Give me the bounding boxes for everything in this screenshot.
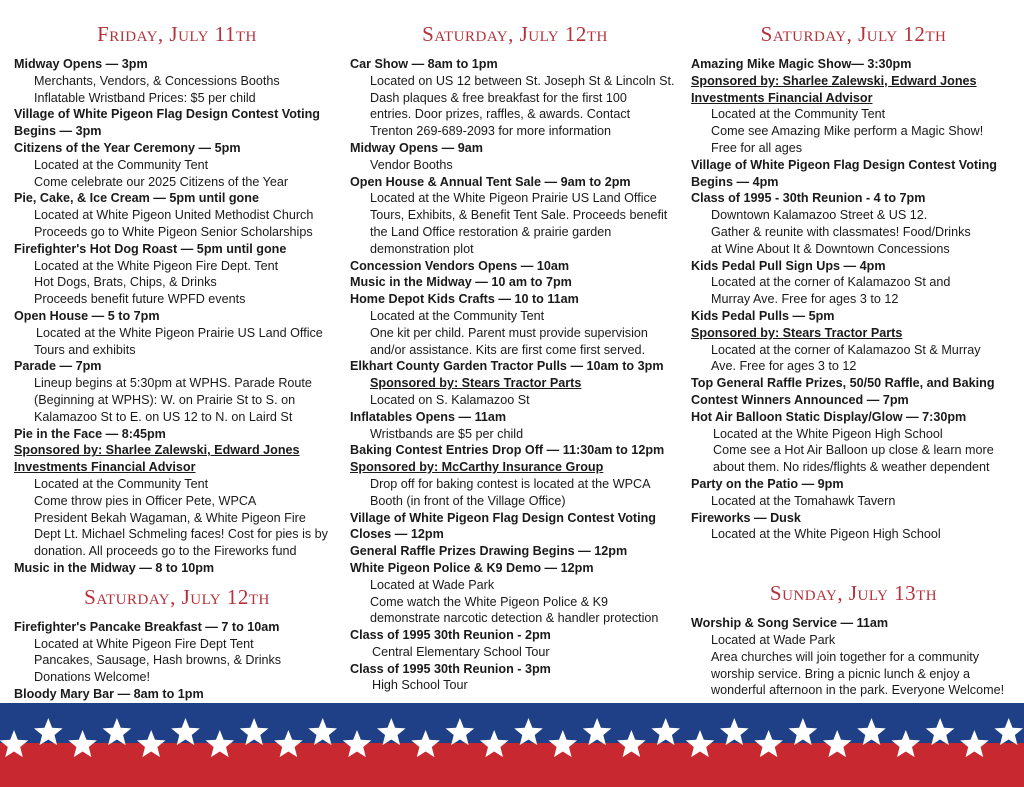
event-title: Midway Opens — 3pm [14,57,148,71]
event-title: Kids Pedal Pulls — 5pm [691,308,835,323]
event-detail: Proceeds go to White Pigeon Senior Scholarships [34,224,313,239]
event-title: Parade — 7pm [14,359,102,374]
event-title: Worship & Song Service — 11am [691,616,889,631]
sponsor-line: Sponsored by: Stears Tractor Parts [691,325,903,340]
sponsor-line: Sponsored by: Sharlee Zalewski, Edward Jones [14,443,300,458]
event-detail: Located at the Community Tent [34,476,209,491]
event-title: Begins — 4pm [691,174,779,189]
sponsor-line: Sponsored by: Stears Tractor Parts [370,376,582,391]
event-title: Pie in the Face — 8:45pm [14,426,166,441]
event-detail: Located at the White Pigeon High School [713,426,943,441]
event-detail: Trenton 269-689-2093 for more information [370,124,612,139]
event-detail: Kalamazoo St to E. on US 12 to N. on Laird St [34,409,293,424]
event-title: Hot Air Balloon Static Display/Glow — 7:30pm [691,409,967,424]
event-detail: Come celebrate our 2025 Citizens of the Year [34,174,289,189]
event-detail: President Bekah Wagaman, & White Pigeon Fire [34,510,306,525]
day-heading: Saturday, July 12th [422,22,608,46]
event-detail: Dept Lt. Michael Schmeling faces! Cost for pies is by [34,527,328,542]
event-title: Music in the Midway — 10 am to 7pm [350,275,572,290]
event-detail: Located at the White Pigeon High School [711,527,941,542]
event-detail: Tours and exhibits [34,342,136,357]
event-detail: demonstration plot [370,241,474,256]
day-heading: Saturday, July 12th [760,22,947,46]
event-detail: Located at the White Pigeon Prairie US Land Office [36,325,323,340]
event-detail: Located at the Community Tent [370,308,545,323]
event-title: Concession Vendors Opens — 10am [350,258,570,273]
event-detail: Gather & reunite with classmates! Food/Drinks [711,224,971,239]
event-detail: One kit per child. Parent must provide supervision [370,325,648,340]
event-detail: about them. No rides/flights & weather dependent [713,460,990,475]
event-detail: the Land Office restoration & prairie garden [370,224,612,239]
event-title: Open House & Annual Tent Sale — 9am to 2pm [350,174,631,189]
event-detail: Located at the Community Tent [711,107,886,122]
event-detail: Located at White Pigeon Fire Dept Tent [34,636,254,651]
event-title: Midway Opens — 9am [350,140,483,155]
event-detail: Dash plaques & free breakfast for the first 100 [370,90,627,105]
event-detail: Come see a Hot Air Balloon up close & learn more [713,443,994,458]
day-heading: Friday, July 11th [97,22,257,46]
event-detail: Located at the Tomahawk Tavern [711,493,896,508]
event-detail: Tours, Exhibits, & Benefit Tent Sale. Proceeds benefit [370,208,668,223]
event-detail: entries. Door prizes, raffles, & awards. Contact [370,107,631,122]
event-detail: Located at the corner of Kalamazoo St & Murray [711,342,981,357]
event-detail: Booth (in front of the Village Office) [370,493,566,508]
column-friday [14,14,340,719]
event-detail: Central Elementary School Tour [372,644,550,659]
sponsor-line: Investments Financial Advisor [14,460,196,475]
event-title: Class of 1995 30th Reunion - 2pm [350,628,551,643]
event-detail: Downtown Kalamazoo Street & US 12. [711,208,928,223]
event-detail: (Beginning at WPHS): W. on Prairie St to S. on [34,392,296,407]
event-detail: donation. All proceeds go to the Fireworks fund [34,544,297,559]
event-title: Car Show — 8am to 1pm [350,57,498,71]
event-title: Begins — 3pm [14,124,102,139]
event-detail: Lineup begins at 5:30pm at WPHS. Parade Route [34,376,312,391]
event-title: Closes — 12pm [350,527,444,542]
day-heading: Sunday, July 13th [769,581,938,606]
event-detail: High School Tour [372,678,468,693]
sponsor-line: Sponsored by: McCarthy Insurance Group [350,460,604,475]
sponsor-line: Investments Financial Advisor [691,90,873,105]
event-detail: Drop off for baking contest is located at the WPCA [370,476,651,491]
event-detail: wonderful afternoon in the park. Everyone Welcome! [711,683,1005,698]
event-detail: worship service. Bring a picnic lunch & enjoy a [711,666,970,681]
event-detail: Located on US 12 between St. Joseph St & Lincoln St. [370,73,675,88]
event-title: White Pigeon Police & K9 Demo — 12pm [350,560,594,575]
event-title: Amazing Mike Magic Show— 3:30pm [691,57,912,71]
event-title: Citizens of the Year Ceremony — 5pm [14,140,241,155]
event-detail: Come throw pies in Officer Pete, WPCA [34,493,257,508]
event-detail: Vendor Booths [370,157,453,172]
sponsor-line: Sponsored by: Sharlee Zalewski, Edward Jones [691,73,977,88]
event-detail: Merchants, Vendors, & Concessions Booths [34,73,280,88]
event-detail: Inflatable Wristband Prices: $5 per child [34,90,256,105]
event-title: Baking Contest Entries Drop Off — 11:30am to 12pm [350,443,665,458]
event-title: Village of White Pigeon Flag Design Contest Voting [14,107,320,122]
event-detail: Located at the White Pigeon Prairie US Land Office [370,191,657,206]
event-detail: and/or assistance. Kits are first come first served. [370,342,646,357]
event-title: Open House — 5 to 7pm [14,308,160,323]
event-detail: at Wine About It & Downtown Concessions [711,241,950,256]
event-title: Elkhart County Garden Tractor Pulls — 10am to 3pm [350,359,664,374]
event-detail: Located at the corner of Kalamazoo St and [711,275,951,290]
event-detail: Proceeds benefit future WPFD events [34,292,246,307]
event-title: Contest Winners Announced — 7pm [691,392,909,407]
event-title: Inflatables Opens — 11am [350,409,507,424]
event-title: Top General Raffle Prizes, 50/50 Raffle, and Baking [691,376,995,391]
event-title: Class of 1995 30th Reunion - 3pm [350,661,551,676]
event-detail: demonstrate narcotic detection & handler protection [370,611,659,626]
event-title: Firefighter's Hot Dog Roast — 5pm until gone [14,241,287,256]
event-detail: Wristbands are $5 per child [370,426,524,441]
stars-banner [0,703,1024,787]
event-title: Village of White Pigeon Flag Design Contest Voting [691,157,997,172]
event-detail: Located at White Pigeon United Methodist Church [34,208,314,223]
event-detail: Come see Amazing Mike perform a Magic Show! [711,124,984,139]
event-detail: Hot Dogs, Brats, Chips, & Drinks [34,275,217,290]
event-detail: Donations Welcome! [34,670,150,685]
column-saturday-b [691,14,1016,699]
event-title: Firefighter's Pancake Breakfast — 7 to 10am [14,619,280,634]
event-title: Home Depot Kids Crafts — 10 to 11am [350,292,579,307]
event-title: Bloody Mary Bar — 8am to 1pm [14,686,204,701]
event-detail: Ave. Free for ages 3 to 12 [711,359,857,374]
event-detail: Come watch the White Pigeon Police & K9 [370,594,609,609]
event-detail: Murray Ave. Free for ages 3 to 12 [711,292,899,307]
event-detail: Area churches will join together for a community [711,649,980,664]
event-title: Fireworks — Dusk [691,510,801,525]
day-heading: Saturday, July 12th [84,584,270,609]
event-detail: Pancakes, Sausage, Hash browns, & Drinks [34,653,282,668]
event-title: Village of White Pigeon Flag Design Contest Voting [350,510,656,525]
event-title: Party on the Patio — 9pm [691,476,844,491]
event-detail: Located at Wade Park [711,632,836,647]
event-title: Kids Pedal Pull Sign Ups — 4pm [691,258,886,273]
event-detail: Located at Wade Park [370,577,495,592]
event-title: Pie, Cake, & Ice Cream — 5pm until gone [14,191,259,206]
event-title: Music in the Midway — 8 to 10pm [14,560,215,575]
event-title: Class of 1995 - 30th Reunion - 4 to 7pm [691,191,926,206]
column-saturday-a [350,14,680,694]
event-detail: Located on S. Kalamazoo St [370,392,530,407]
event-detail: Located at the Community Tent [34,157,209,172]
event-detail: Located at the White Pigeon Fire Dept. Tent [34,258,279,273]
event-title: General Raffle Prizes Drawing Begins — 12pm [350,544,628,559]
event-detail: Free for all ages [711,140,802,155]
